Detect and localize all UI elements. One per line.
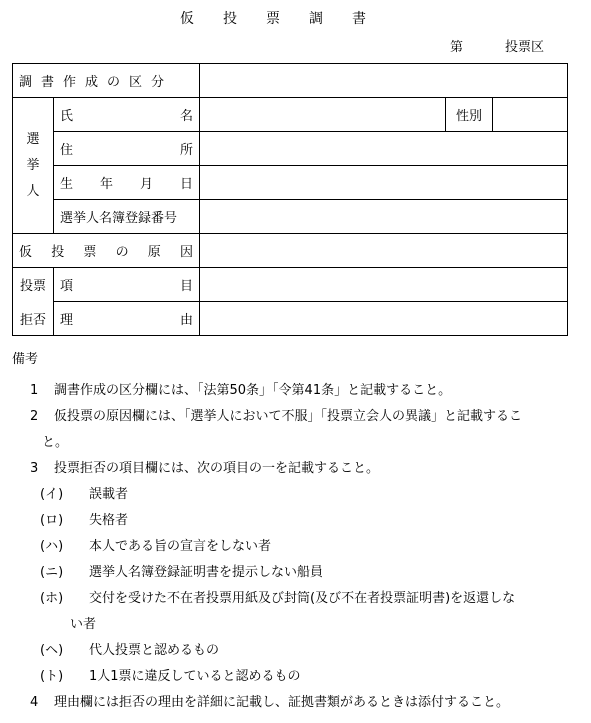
district-label (450, 36, 544, 55)
label-char: 氏 (60, 109, 74, 124)
note-2 (12, 404, 584, 430)
label-char: 原 (147, 245, 161, 260)
label-char: 投 (51, 245, 65, 260)
item-text: 1人1票に違反していると認めるもの (89, 669, 301, 684)
notes-section (12, 348, 584, 716)
voter-char: 選 (26, 131, 40, 147)
table-row (13, 98, 568, 132)
table-row (13, 200, 568, 234)
reason-text (60, 309, 193, 328)
refusal-group-label-top: 投票 (13, 268, 54, 302)
label-char: 仮 (19, 245, 33, 260)
provisional-reason-value[interactable] (200, 234, 568, 268)
voter-char: 挙 (26, 157, 40, 173)
birth-text (60, 173, 193, 192)
reason-value[interactable] (200, 302, 568, 336)
note-3-mark: 3 (30, 461, 39, 476)
sex-label: 性別 (446, 98, 493, 132)
item-label (54, 268, 200, 302)
list-item (12, 664, 584, 690)
item-text: 選挙人名簿登録証明書を提示しない船員 (89, 565, 324, 580)
label-char: の (115, 245, 129, 260)
item-mark: (イ) (40, 487, 64, 502)
voter-group-label (13, 98, 54, 234)
table-row (13, 132, 568, 166)
item-mark: (ト) (40, 669, 64, 684)
item-text: 誤載者 (89, 487, 129, 502)
note-4-mark: 4 (30, 695, 39, 710)
name-value[interactable] (200, 98, 446, 132)
label-char: 生 (60, 177, 74, 192)
address-text (60, 139, 193, 158)
note-2-continued: と。 (42, 435, 69, 450)
form-title: 仮投票調書 (180, 11, 395, 27)
label-char: 年 (100, 177, 114, 192)
label-char: 月 (140, 177, 154, 192)
list-item (12, 560, 584, 586)
label-char: 所 (180, 143, 194, 158)
note-1-text: 調書作成の区分欄には、「法第50条」「令第41条」と記載すること。 (54, 383, 452, 398)
reason-label (54, 302, 200, 336)
item-text: 本人である旨の宣言をしない者 (89, 539, 272, 554)
table-row (13, 268, 568, 302)
list-item (12, 586, 584, 612)
list-item-continued: い者 (70, 617, 97, 632)
label-char: 項 (60, 279, 74, 294)
district-prefix: 第 (450, 40, 464, 55)
note-2-mark: 2 (30, 409, 39, 424)
section-value[interactable] (200, 64, 568, 98)
note-1 (12, 378, 584, 404)
note-1-mark: 1 (30, 383, 39, 398)
list-item (12, 638, 584, 664)
section-label: 調書作成の区分 (13, 64, 200, 98)
note-3 (12, 456, 584, 482)
list-item (12, 534, 584, 560)
district-suffix: 投票区 (505, 40, 545, 55)
provisional-vote-table (12, 63, 568, 336)
note-2-text: 仮投票の原因欄には、「選挙人において不服」「投票立会人の異議」と記載するこ (54, 409, 523, 424)
address-value[interactable] (200, 132, 568, 166)
label-char: 住 (60, 143, 74, 158)
label-char: 日 (180, 177, 194, 192)
provisional-reason-label (13, 234, 200, 268)
voter-char: 人 (26, 183, 40, 199)
item-mark: (ニ) (40, 565, 64, 580)
note-4-text: 理由欄には拒否の理由を詳細に記載し、証拠書類があるときは添付すること。 (54, 695, 510, 710)
list-item (12, 508, 584, 534)
refusal-group-label-bottom: 拒否 (13, 302, 54, 336)
birth-label (54, 166, 200, 200)
item-mark: (ハ) (40, 539, 64, 554)
table-row (13, 302, 568, 336)
provisional-reason-text (19, 241, 193, 260)
notes-heading: 備考 (12, 352, 39, 367)
item-text: 失格者 (89, 513, 129, 528)
item-mark: (ヘ) (40, 643, 64, 658)
table-row (13, 166, 568, 200)
birth-value[interactable] (200, 166, 568, 200)
sex-value[interactable] (493, 98, 568, 132)
label-char: 票 (83, 245, 97, 260)
label-char: 名 (180, 109, 194, 124)
item-text: 交付を受けた不在者投票用紙及び封筒(及び不在者投票証明書)を返還しな (89, 591, 516, 606)
item-value[interactable] (200, 268, 568, 302)
table-row (13, 64, 568, 98)
registry-label: 選挙人名簿登録番号 (54, 200, 200, 234)
registry-value[interactable] (200, 200, 568, 234)
list-item (12, 482, 584, 508)
name-label (54, 98, 200, 132)
label-char: 目 (180, 279, 194, 294)
item-mark: (ロ) (40, 513, 64, 528)
item-text (60, 275, 193, 294)
label-char: 理 (60, 313, 74, 328)
note-4 (12, 690, 584, 716)
name-text (60, 105, 193, 124)
table-row (13, 234, 568, 268)
item-text: 代人投票と認めるもの (89, 643, 220, 658)
item-mark: (ホ) (40, 591, 64, 606)
address-label (54, 132, 200, 166)
label-char: 由 (180, 313, 194, 328)
label-char: 因 (179, 245, 193, 260)
note-3-text: 投票拒否の項目欄には、次の項目の一を記載すること。 (54, 461, 380, 476)
